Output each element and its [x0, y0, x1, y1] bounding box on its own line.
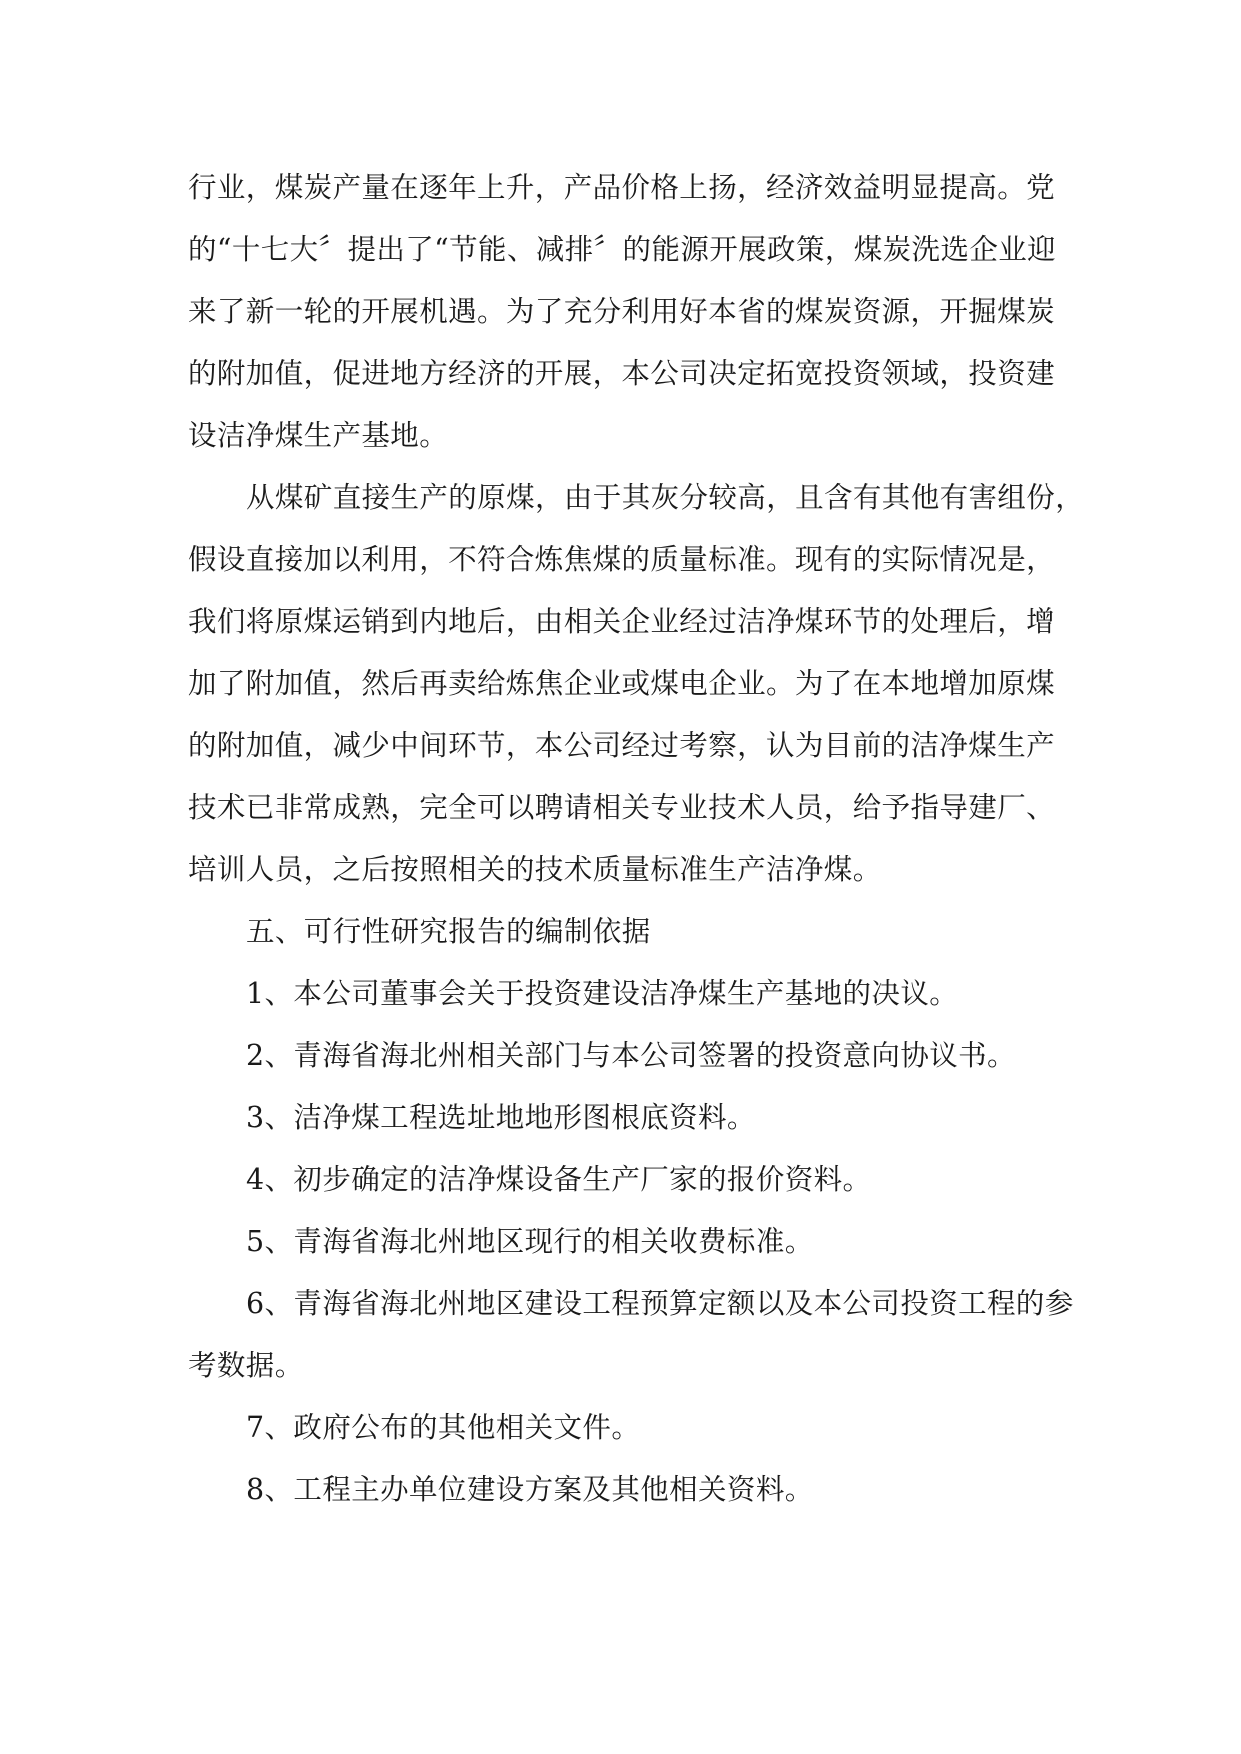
text-line: 设洁净煤生产基地。 [188, 419, 449, 452]
paragraph-industry-background [188, 157, 1060, 467]
text-line: 我们将原煤运销到内地后，由相关企业经过洁净煤环节的处理后，增 [188, 605, 1056, 638]
text-line: 技术已非常成熟，完全可以聘请相关专业技术人员，给予指导建厂、 [188, 791, 1056, 824]
list-item: 8、工程主办单位建设方案及其他相关资料。 [246, 1473, 814, 1506]
list-item: 4、初步确定的洁净煤设备生产厂家的报价资料。 [246, 1163, 872, 1196]
section-heading: 五、可行性研究报告的编制依据 [246, 915, 651, 948]
list-item: 7、政府公布的其他相关文件。 [246, 1411, 641, 1444]
list-item: 1、本公司董事会关于投资建设洁净煤生产基地的决议。 [246, 977, 959, 1010]
list-item: 6、青海省海北州地区建设工程预算定额以及本公司投资工程的参 [246, 1287, 1074, 1320]
text-line: 行业，煤炭产量在逐年上升，产品价格上扬，经济效益明显提高。党 [188, 171, 1056, 204]
list-item: 3、洁净煤工程选址地地形图根底资料。 [246, 1101, 756, 1134]
text-line: 加了附加值，然后再卖给炼焦企业或煤电企业。为了在本地增加原煤 [188, 667, 1056, 700]
text-line: 来了新一轮的开展机遇。为了充分利用好本省的煤炭资源，开掘煤炭 [188, 295, 1056, 328]
text-line: 从煤矿直接生产的原煤，由于其灰分较高，且含有其他有害组份， [246, 481, 1085, 514]
text-line: 培训人员，之后按照相关的技术质量标准生产洁净煤。 [188, 853, 882, 886]
document-body [188, 157, 1085, 1521]
paragraph-raw-coal-situation [188, 467, 1085, 901]
list-item: 5、青海省海北州地区现行的相关收费标准。 [246, 1225, 814, 1258]
text-line: 的“十七大〞提出了“节能、减排〞的能源开展政策，煤炭洗选企业迎 [188, 233, 1057, 266]
text-line: 假设直接加以利用，不符合炼焦煤的质量标准。现有的实际情况是， [188, 543, 1056, 576]
list-item-continuation: 考数据。 [188, 1349, 304, 1382]
list-item: 2、青海省海北州相关部门与本公司签署的投资意向协议书。 [246, 1039, 1016, 1072]
text-line: 的附加值，减少中间环节，本公司经过考察，认为目前的洁净煤生产 [188, 729, 1056, 762]
text-line: 的附加值，促进地方经济的开展，本公司决定拓宽投资领域，投资建 [188, 357, 1056, 390]
basis-list [188, 963, 1074, 1521]
